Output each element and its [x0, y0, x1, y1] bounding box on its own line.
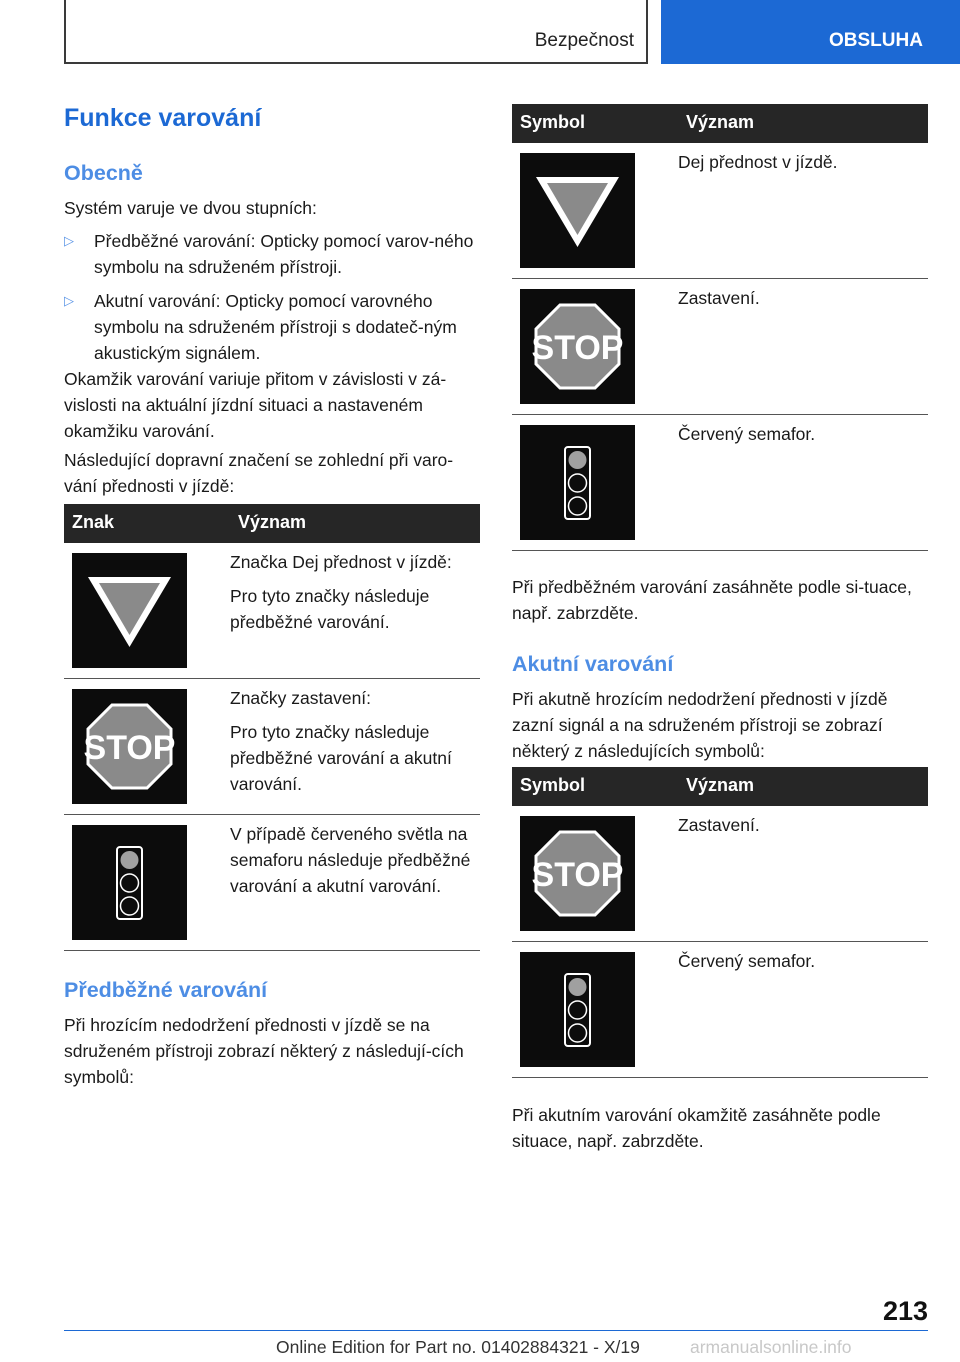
table-header — [64, 504, 480, 543]
col-header-meaning: Význam — [238, 512, 307, 532]
meaning-text: Pro tyto značky následuje předběžné varování a akutní varování. — [230, 722, 452, 794]
prewarning-text: Při hrozícím nedodržení přednosti v jízdě se na sdruženém přístroji zobrazí některý z následují-cích symbolů: — [64, 1015, 464, 1087]
svg-text:STOP: STOP — [83, 729, 176, 767]
table-row — [512, 942, 928, 1078]
table-row — [64, 679, 480, 815]
watermark: armanualsonline.info — [690, 1337, 852, 1357]
meaning-text: Dej přednost v jízdě. — [678, 152, 838, 172]
footer-divider — [64, 1330, 928, 1331]
meaning-text: Značky zastavení: — [230, 688, 372, 708]
col-header-symbol: Symbol — [520, 112, 586, 132]
header-section: Bezpečnost — [534, 30, 634, 51]
signs-table — [64, 504, 480, 951]
stop-sign-icon — [72, 689, 187, 804]
triangle-bullet-icon: ▷ — [64, 233, 74, 248]
meaning-text: V případě červeného světla na semaforu následuje předběžné varování a akutní varování. — [230, 824, 471, 896]
col-header-sign: Znak — [72, 512, 115, 532]
list-item: ▷ Akutní varování: Opticky pomocí varovného symbolu na sdruženém přístroji s dodateč-ným akustickým signálem. — [64, 288, 480, 366]
table-header — [512, 104, 928, 143]
prewarning-advice: Při předběžném varování zasáhněte podle si-tuace, např. zabrzděte. — [512, 577, 912, 623]
stop-sign-icon — [520, 289, 635, 404]
header-chapter-tab — [661, 0, 960, 64]
traffic-light-icon — [72, 825, 187, 940]
header-section-box — [64, 0, 648, 64]
table-row — [512, 279, 928, 415]
acute-advice: Při akutním varování okamžitě zasáhněte podle situace, např. zabrzděte. — [512, 1105, 881, 1151]
svg-text:STOP: STOP — [531, 329, 624, 367]
table-row — [512, 143, 928, 279]
table-header — [512, 767, 928, 806]
header-chapter: OBSLUHA — [829, 30, 923, 51]
triangle-bullet-icon: ▷ — [64, 293, 74, 308]
general-bullets — [64, 228, 480, 374]
page-title: Funkce varování — [64, 104, 262, 132]
general-intro: Systém varuje ve dvou stupních: — [64, 198, 317, 218]
col-header-meaning: Význam — [686, 775, 755, 795]
meaning-text: Pro tyto značky následuje předběžné varování. — [230, 586, 430, 632]
stop-sign-icon — [520, 816, 635, 931]
svg-text:STOP: STOP — [531, 856, 624, 894]
page-number: 213 — [882, 1296, 928, 1326]
heading-general: Obecně — [64, 161, 143, 185]
heading-acute: Akutní varování — [512, 652, 674, 676]
table-row — [512, 415, 928, 551]
list-item: ▷ Předběžné varování: Opticky pomocí varov-ného symbolu na sdruženém přístroji. — [64, 228, 480, 280]
meaning-text: Červený semafor. — [678, 951, 816, 971]
yield-sign-icon — [72, 553, 187, 668]
table-row — [512, 806, 928, 942]
col-header-symbol: Symbol — [520, 775, 586, 795]
acute-text: Při akutně hrozícím nedodržení přednosti v jízdě zazní signál a na sdruženém přístroji se zobrazí některý z následujících symbolů: — [512, 689, 888, 761]
meaning-text: Červený semafor. — [678, 424, 816, 444]
meaning-text: Zastavení. — [678, 288, 760, 308]
meaning-text: Značka Dej přednost v jízdě: — [230, 552, 452, 572]
heading-prewarning: Předběžné varování — [64, 978, 268, 1002]
table-row — [64, 815, 480, 951]
traffic-light-icon — [520, 952, 635, 1067]
acute-symbols-table — [512, 767, 928, 1078]
general-para1: Okamžik varování variuje přitom v závislosti v zá-vislosti na aktuální jízdní situaci a nastaveném okamžiku varování. — [64, 369, 447, 441]
col-header-meaning: Význam — [686, 112, 755, 132]
yield-sign-icon — [520, 153, 635, 268]
prewarning-symbols-table — [512, 104, 928, 551]
traffic-light-icon — [520, 425, 635, 540]
meaning-text: Zastavení. — [678, 815, 760, 835]
footer-edition: Online Edition for Part no. 01402884321 - X/19 — [276, 1337, 640, 1357]
table-row — [64, 543, 480, 679]
general-para2: Následující dopravní značení se zohlední při varo-vání přednosti v jízdě: — [64, 450, 454, 496]
